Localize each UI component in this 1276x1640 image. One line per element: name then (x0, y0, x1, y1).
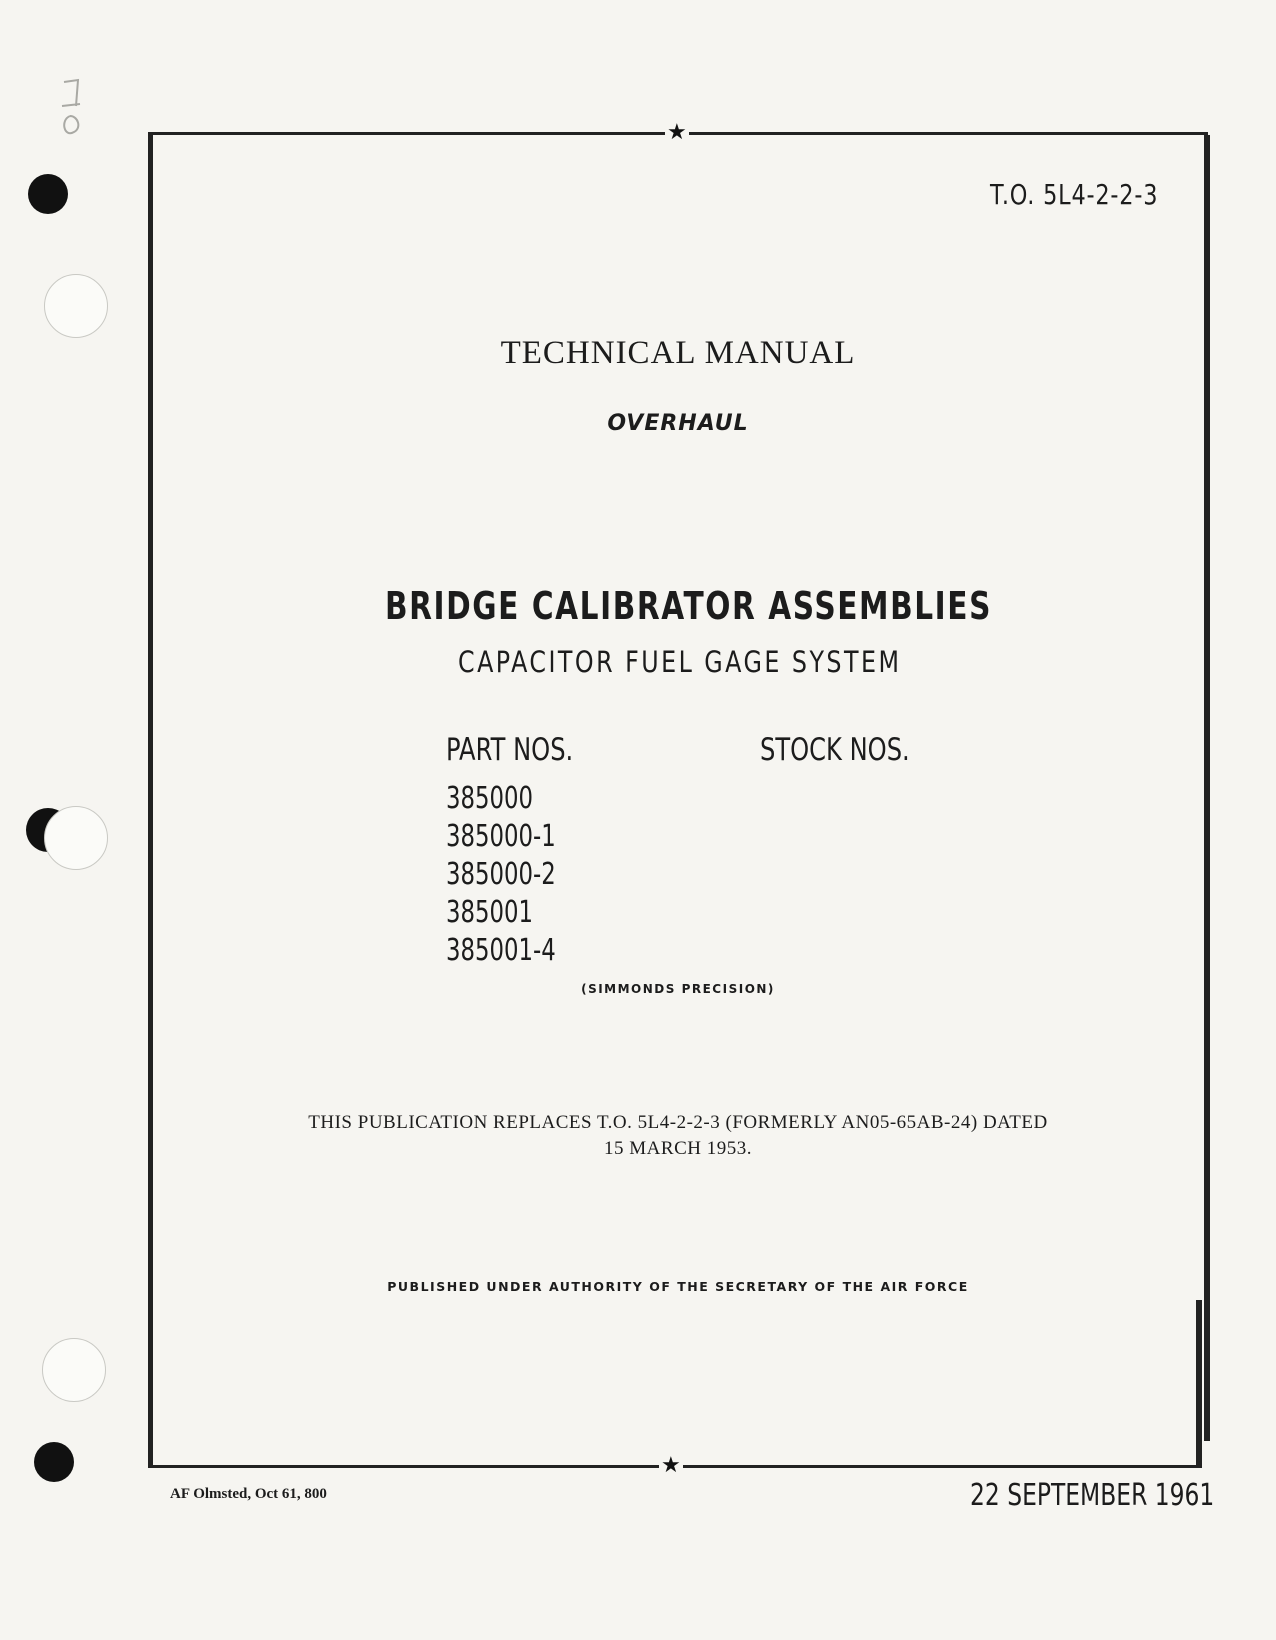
part-number: 385000-2 (446, 857, 556, 892)
star-icon: ★ (667, 120, 687, 145)
part-number: 385001 (446, 895, 534, 930)
stock-nos-header: STOCK NOS. (760, 732, 910, 768)
manual-title: TECHNICAL MANUAL (500, 335, 856, 371)
frame-right-rule-lower (1196, 1300, 1202, 1468)
manufacturer: (SIMMONDS PRECISION) (581, 982, 775, 996)
part-number: 385000 (446, 781, 534, 816)
replaces-line-1: THIS PUBLICATION REPLACES T.O. 5L4-2-2-3 (FORMERLY AN05-65AB-24) DATED (308, 1112, 1048, 1133)
replaces-notice (0, 1110, 1276, 1162)
system-name: CAPACITOR FUEL GAGE SYSTEM (458, 645, 902, 679)
frame-right-rule (1204, 135, 1210, 1441)
star-icon: ★ (661, 1453, 681, 1478)
authority-statement: PUBLISHED UNDER AUTHORITY OF THE SECRETARY OF THE AIR FORCE (387, 1279, 969, 1294)
binder-hole-solid-bottom (34, 1442, 74, 1482)
binder-hole-open-upper (44, 274, 108, 338)
binder-hole-open-middle (44, 806, 108, 870)
binder-hole-solid-top (28, 174, 68, 214)
manual-subtitle: OVERHAUL (607, 411, 749, 436)
assembly-heading: BRIDGE CALIBRATOR ASSEMBLIES (385, 584, 992, 628)
publication-date: 22 SEPTEMBER 1961 (970, 1478, 1215, 1513)
part-nos-header: PART NOS. (446, 732, 574, 768)
to-number: T.O. 5L4-2-2-3 (990, 178, 1159, 211)
part-number: 385000-1 (446, 819, 556, 854)
replaces-line-2: 15 MARCH 1953. (604, 1138, 752, 1159)
binder-hole-open-lower (42, 1338, 106, 1402)
part-number-list (446, 780, 590, 970)
part-number: 385001-4 (446, 933, 556, 968)
frame-left-rule (148, 132, 153, 1468)
stamp-mark-icon (56, 76, 96, 146)
printer-imprint: AF Olmsted, Oct 61, 800 (170, 1486, 327, 1502)
